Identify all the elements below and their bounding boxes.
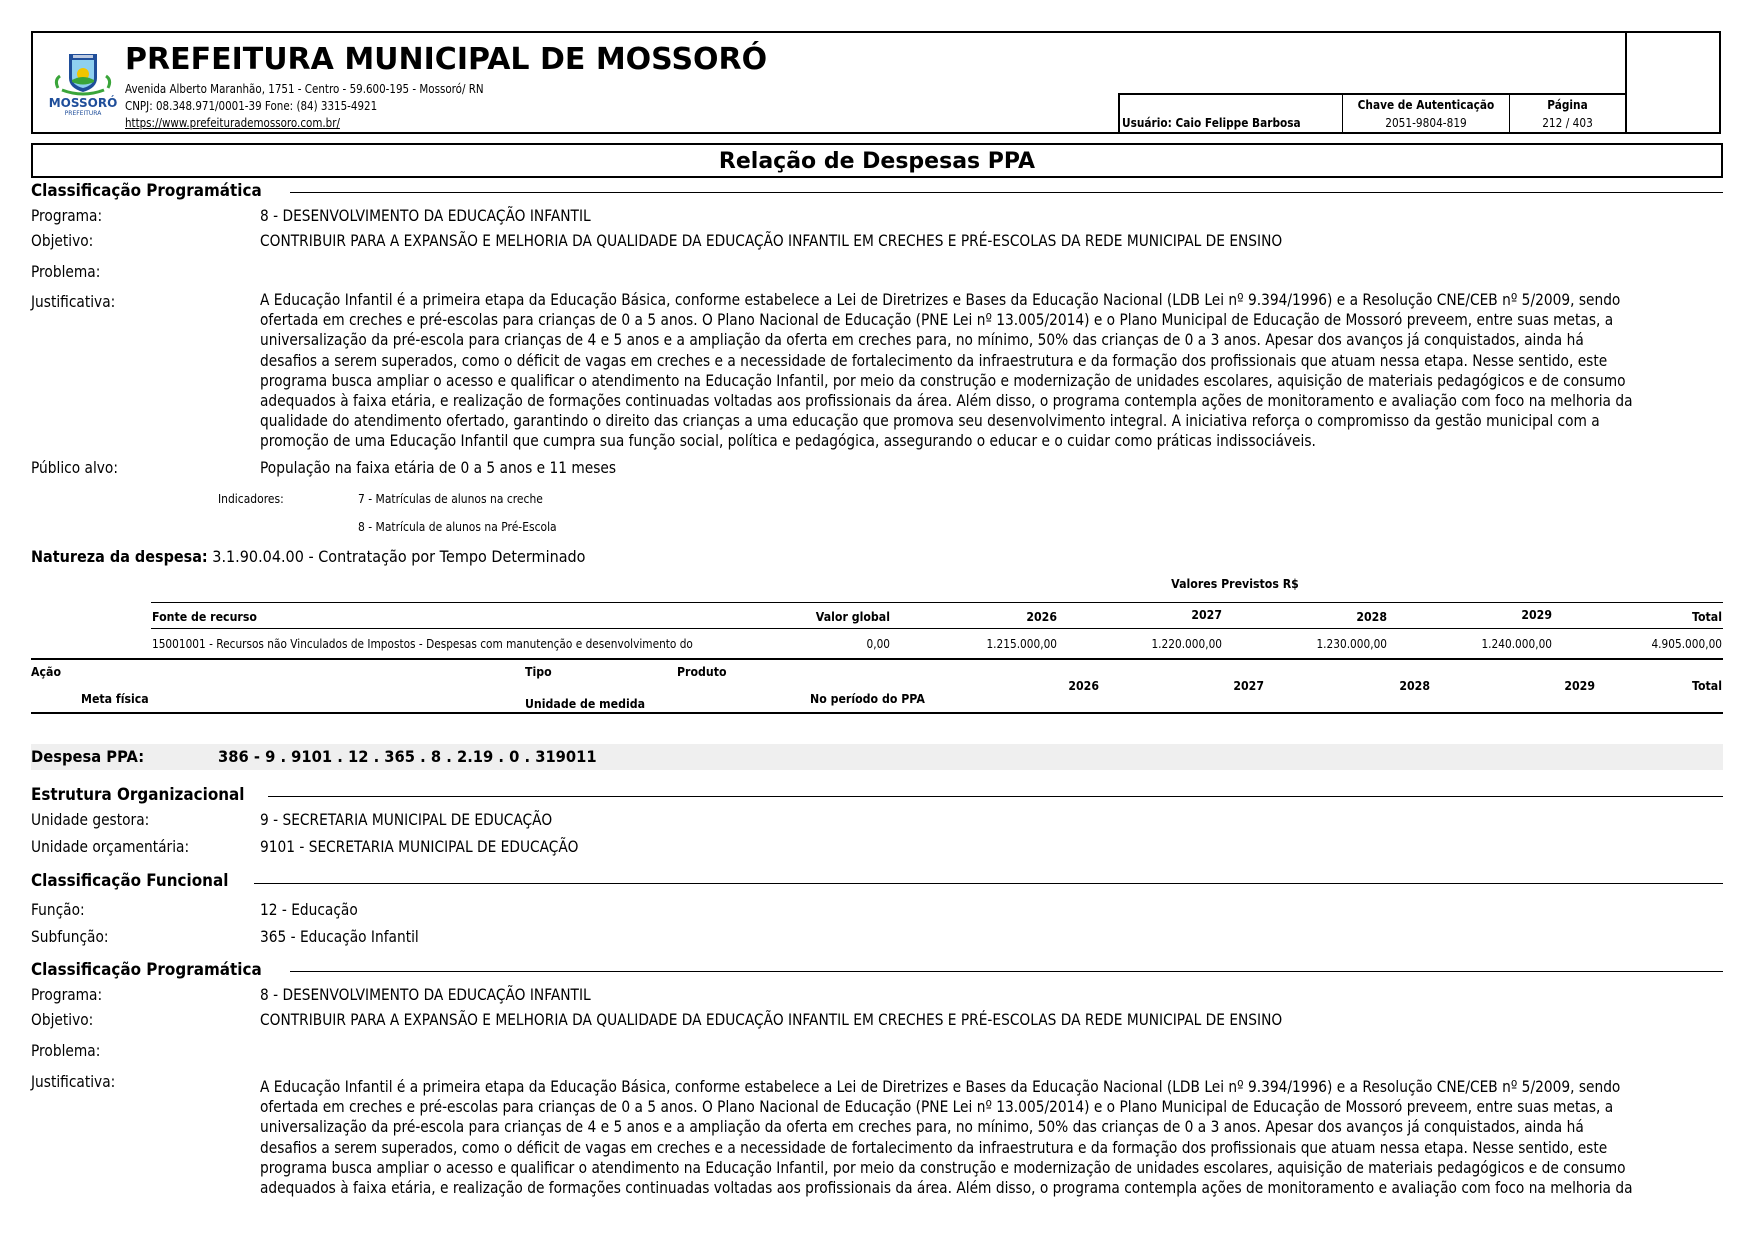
col-meta-fisica: Meta física xyxy=(81,691,149,706)
user-label: Usuário: Caio Felippe Barbosa xyxy=(1122,116,1301,130)
cnpj-phone: CNPJ: 08.348.971/0001-39 Fone: (84) 3315-4921 xyxy=(125,99,378,113)
objetivo-value: CONTRIBUIR PARA A EXPANSÃO E MELHORIA DA QUALIDADE DA EDUCAÇÃO INFANTIL EM CRECHES E PRÉ-ESCOLAS DA REDE MUNICIPAL DE ENSINO xyxy=(260,231,1283,250)
indicador-item: 8 - Matrícula de alunos na Pré-Escola xyxy=(358,519,557,534)
despesa-ppa-code: 386 - 9 . 9101 . 12 . 365 . 8 . 2.19 . 0 . 319011 xyxy=(218,747,597,766)
document-title: Relação de Despesas PPA xyxy=(718,149,1036,174)
col-acao-total: Total xyxy=(1691,678,1722,693)
col-tipo: Tipo xyxy=(525,664,552,679)
header-divider xyxy=(1625,31,1627,134)
justificativa-line: universalização da pré-escola para crianças de 4 e 5 anos e a ampliação da oferta em creches para, no mínimo, 50% das crianças de 0 a 3 anos. Apesar dos avanços já conquistados, ainda há xyxy=(260,330,1584,350)
col-2027: 2027 xyxy=(1191,607,1222,622)
cell-2026: 1.215.000,00 xyxy=(986,637,1057,651)
programa-label: Programa: xyxy=(31,206,103,225)
auth-key-label: Chave de Autenticação xyxy=(1357,98,1495,112)
subfuncao-label: Subfunção: xyxy=(31,927,109,946)
cell-2029: 1.240.000,00 xyxy=(1481,637,1552,651)
justificativa-line: promoção de uma Educação Infantil que cumpra sua função social, política e pedagógica, assegurando o educar e o cuidar como práticas indissociáveis. xyxy=(260,431,1316,451)
funcao-label: Função: xyxy=(31,900,85,919)
page-label: Página xyxy=(1547,98,1588,112)
justificativa-text xyxy=(260,290,1713,452)
coat-of-arms-icon xyxy=(48,50,118,98)
section-heading-classificacao-programatica: Classificação Programática xyxy=(31,960,262,979)
objetivo-label: Objetivo: xyxy=(31,1010,94,1029)
page-number: 212 / 403 xyxy=(1542,116,1593,130)
despesa-ppa-label: Despesa PPA: xyxy=(31,747,145,766)
justificativa-label: Justificativa: xyxy=(31,1072,116,1091)
justificativa-line: A Educação Infantil é a primeira etapa da Educação Básica, conforme estabelece a Lei de Diretrizes e Bases da Educação Nacional (LDB Lei nº 9.394/1996) e a Resolução CNE/CEB nº 5/2009, sendo xyxy=(260,290,1621,309)
col-acao-2027: 2027 xyxy=(1233,678,1264,693)
justificativa-line: A Educação Infantil é a primeira etapa da Educação Básica, conforme estabelece a Lei de Diretrizes e Bases da Educação Nacional (LDB Lei nº 9.394/1996) e a Resolução CNE/CEB nº 5/2009, sendo xyxy=(260,1077,1621,1096)
unidade-gestora-value: 9 - SECRETARIA MUNICIPAL DE EDUCAÇÃO xyxy=(260,810,553,829)
publico-alvo-value: População na faixa etária de 0 a 5 anos e 11 meses xyxy=(260,458,617,477)
cell-2028: 1.230.000,00 xyxy=(1316,637,1387,651)
logo xyxy=(48,50,118,118)
auth-key-value: 2051-9804-819 xyxy=(1385,116,1467,130)
natureza-value: 3.1.90.04.00 - Contratação por Tempo Determinado xyxy=(212,547,586,566)
meta-box-left xyxy=(1118,93,1120,134)
unidade-orcamentaria-value: 9101 - SECRETARIA MUNICIPAL DE EDUCAÇÃO xyxy=(260,837,579,856)
col-unidade-medida: Unidade de medida xyxy=(525,696,646,711)
website-link[interactable]: https://www.prefeiturademossoro.com.br/ xyxy=(125,116,340,130)
natureza-despesa xyxy=(31,547,585,566)
justificativa-line: desafios a serem superados, como o déficit de vagas em creches e a necessidade de fortalecimento da infraestrutura e da formação dos profissionais que atuam nessa etapa. Nesse sentido, este xyxy=(260,350,1608,370)
logo-text: MOSSORÓ xyxy=(48,96,118,110)
problema-label: Problema: xyxy=(31,1041,101,1060)
meta-box-top xyxy=(1118,93,1627,95)
section-rule xyxy=(290,971,1723,972)
justificativa-line: qualidade do atendimento ofertado, garantindo o direito das crianças a uma educação que promova seu desenvolvimento integral. A iniciativa reforça o compromisso da gestão municipal com a xyxy=(260,411,1600,431)
unidade-orcamentaria-label: Unidade orçamentária: xyxy=(31,837,190,856)
indicador-item: 7 - Matrículas de alunos na creche xyxy=(358,491,543,506)
unidade-gestora-label: Unidade gestora: xyxy=(31,810,150,829)
problema-label: Problema: xyxy=(31,262,101,281)
section-heading-estrutura: Estrutura Organizacional xyxy=(31,785,245,804)
justificativa-line: adequados à faixa etária, e realização de formações continuadas voltadas aos profissionais da área. Além disso, o programa contempla ações de monitoramento e avaliação com foco na melhoria da xyxy=(260,1178,1633,1198)
table-rule-bottom xyxy=(31,658,1723,660)
justificativa-line: ofertada em creches e pré-escolas para crianças de 0 a 5 anos. O Plano Nacional de Educação (PNE Lei nº 13.005/2014) e o Plano Municipal de Educação de Mossoró preveem, entre suas metas, a xyxy=(260,1097,1614,1117)
meta-divider-1 xyxy=(1342,93,1343,134)
objetivo-label: Objetivo: xyxy=(31,231,94,250)
meta-divider-2 xyxy=(1509,93,1510,134)
col-valor-global: Valor global xyxy=(815,609,890,624)
cell-valor-global: 0,00 xyxy=(866,637,890,651)
col-acao: Ação xyxy=(31,664,62,679)
col-fonte: Fonte de recurso xyxy=(152,609,257,624)
cell-2027: 1.220.000,00 xyxy=(1151,637,1222,651)
programa-value: 8 - DESENVOLVIMENTO DA EDUCAÇÃO INFANTIL xyxy=(260,985,591,1004)
acao-table-rule xyxy=(31,712,1723,714)
col-2029: 2029 xyxy=(1521,607,1552,622)
natureza-label: Natureza da despesa: xyxy=(31,547,208,566)
valores-caption: Valores Previstos R$ xyxy=(1171,576,1299,591)
address: Avenida Alberto Maranhão, 1751 - Centro - 59.600-195 - Mossoró/ RN xyxy=(125,82,484,96)
justificativa-line: programa busca ampliar o acesso e qualificar o atendimento na Educação Infantil, por meio da construção e modernização de unidades escolares, aquisição de materiais pedagógicos e de consumo xyxy=(260,1157,1626,1177)
col-acao-2026: 2026 xyxy=(1068,678,1099,693)
org-name: PREFEITURA MUNICIPAL DE MOSSORÓ xyxy=(125,42,768,77)
programa-value: 8 - DESENVOLVIMENTO DA EDUCAÇÃO INFANTIL xyxy=(260,206,591,225)
justificativa-line: desafios a serem superados, como o déficit de vagas em creches e a necessidade de fortalecimento da infraestrutura e da formação dos profissionais que atuam nessa etapa. Nesse sentido, este xyxy=(260,1137,1608,1157)
cell-fonte: 15001001 - Recursos não Vinculados de Impostos - Despesas com manutenção e desenvolvimento do xyxy=(152,637,693,651)
publico-alvo-label: Público alvo: xyxy=(31,458,118,477)
section-heading-funcional: Classificação Funcional xyxy=(31,871,229,890)
cell-total: 4.905.000,00 xyxy=(1651,637,1722,651)
justificativa-label: Justificativa: xyxy=(31,292,116,311)
section-rule xyxy=(254,883,1723,884)
justificativa-line: universalização da pré-escola para crianças de 4 e 5 anos e a ampliação da oferta em creches para, no mínimo, 50% das crianças de 0 a 3 anos. Apesar dos avanços já conquistados, ainda há xyxy=(260,1117,1584,1137)
programa-label: Programa: xyxy=(31,985,103,1004)
logo-subtext: PREFEITURA xyxy=(64,110,102,117)
justificativa-line: ofertada em creches e pré-escolas para crianças de 0 a 5 anos. O Plano Nacional de Educação (PNE Lei nº 13.005/2014) e o Plano Municipal de Educação de Mossoró preveem, entre suas metas, a xyxy=(260,310,1614,330)
justificativa-text xyxy=(260,1077,1713,1198)
title-box xyxy=(31,143,1723,178)
funcao-value: 12 - Educação xyxy=(260,900,358,919)
objetivo-value: CONTRIBUIR PARA A EXPANSÃO E MELHORIA DA QUALIDADE DA EDUCAÇÃO INFANTIL EM CRECHES E PRÉ-ESCOLAS DA REDE MUNICIPAL DE ENSINO xyxy=(260,1010,1283,1029)
col-acao-2029: 2029 xyxy=(1564,678,1595,693)
section-rule xyxy=(290,192,1723,193)
col-periodo-ppa: No período do PPA xyxy=(810,691,925,706)
col-2026: 2026 xyxy=(1026,609,1057,624)
section-rule xyxy=(268,796,1723,797)
col-acao-2028: 2028 xyxy=(1399,678,1430,693)
col-produto: Produto xyxy=(677,664,727,679)
section-heading-classificacao-programatica: Classificação Programática xyxy=(31,181,262,200)
subfuncao-value: 365 - Educação Infantil xyxy=(260,927,419,946)
table-rule-top xyxy=(151,602,1723,603)
indicadores-label: Indicadores: xyxy=(218,491,284,506)
table-rule-header xyxy=(151,628,1723,629)
col-2028: 2028 xyxy=(1356,609,1387,624)
justificativa-line: programa busca ampliar o acesso e qualificar o atendimento na Educação Infantil, por meio da construção e modernização de unidades escolares, aquisição de materiais pedagógicos e de consumo xyxy=(260,370,1626,390)
col-total: Total xyxy=(1691,609,1722,624)
justificativa-line: adequados à faixa etária, e realização de formações continuadas voltadas aos profissionais da área. Além disso, o programa contempla ações de monitoramento e avaliação com foco na melhoria da xyxy=(260,391,1633,411)
